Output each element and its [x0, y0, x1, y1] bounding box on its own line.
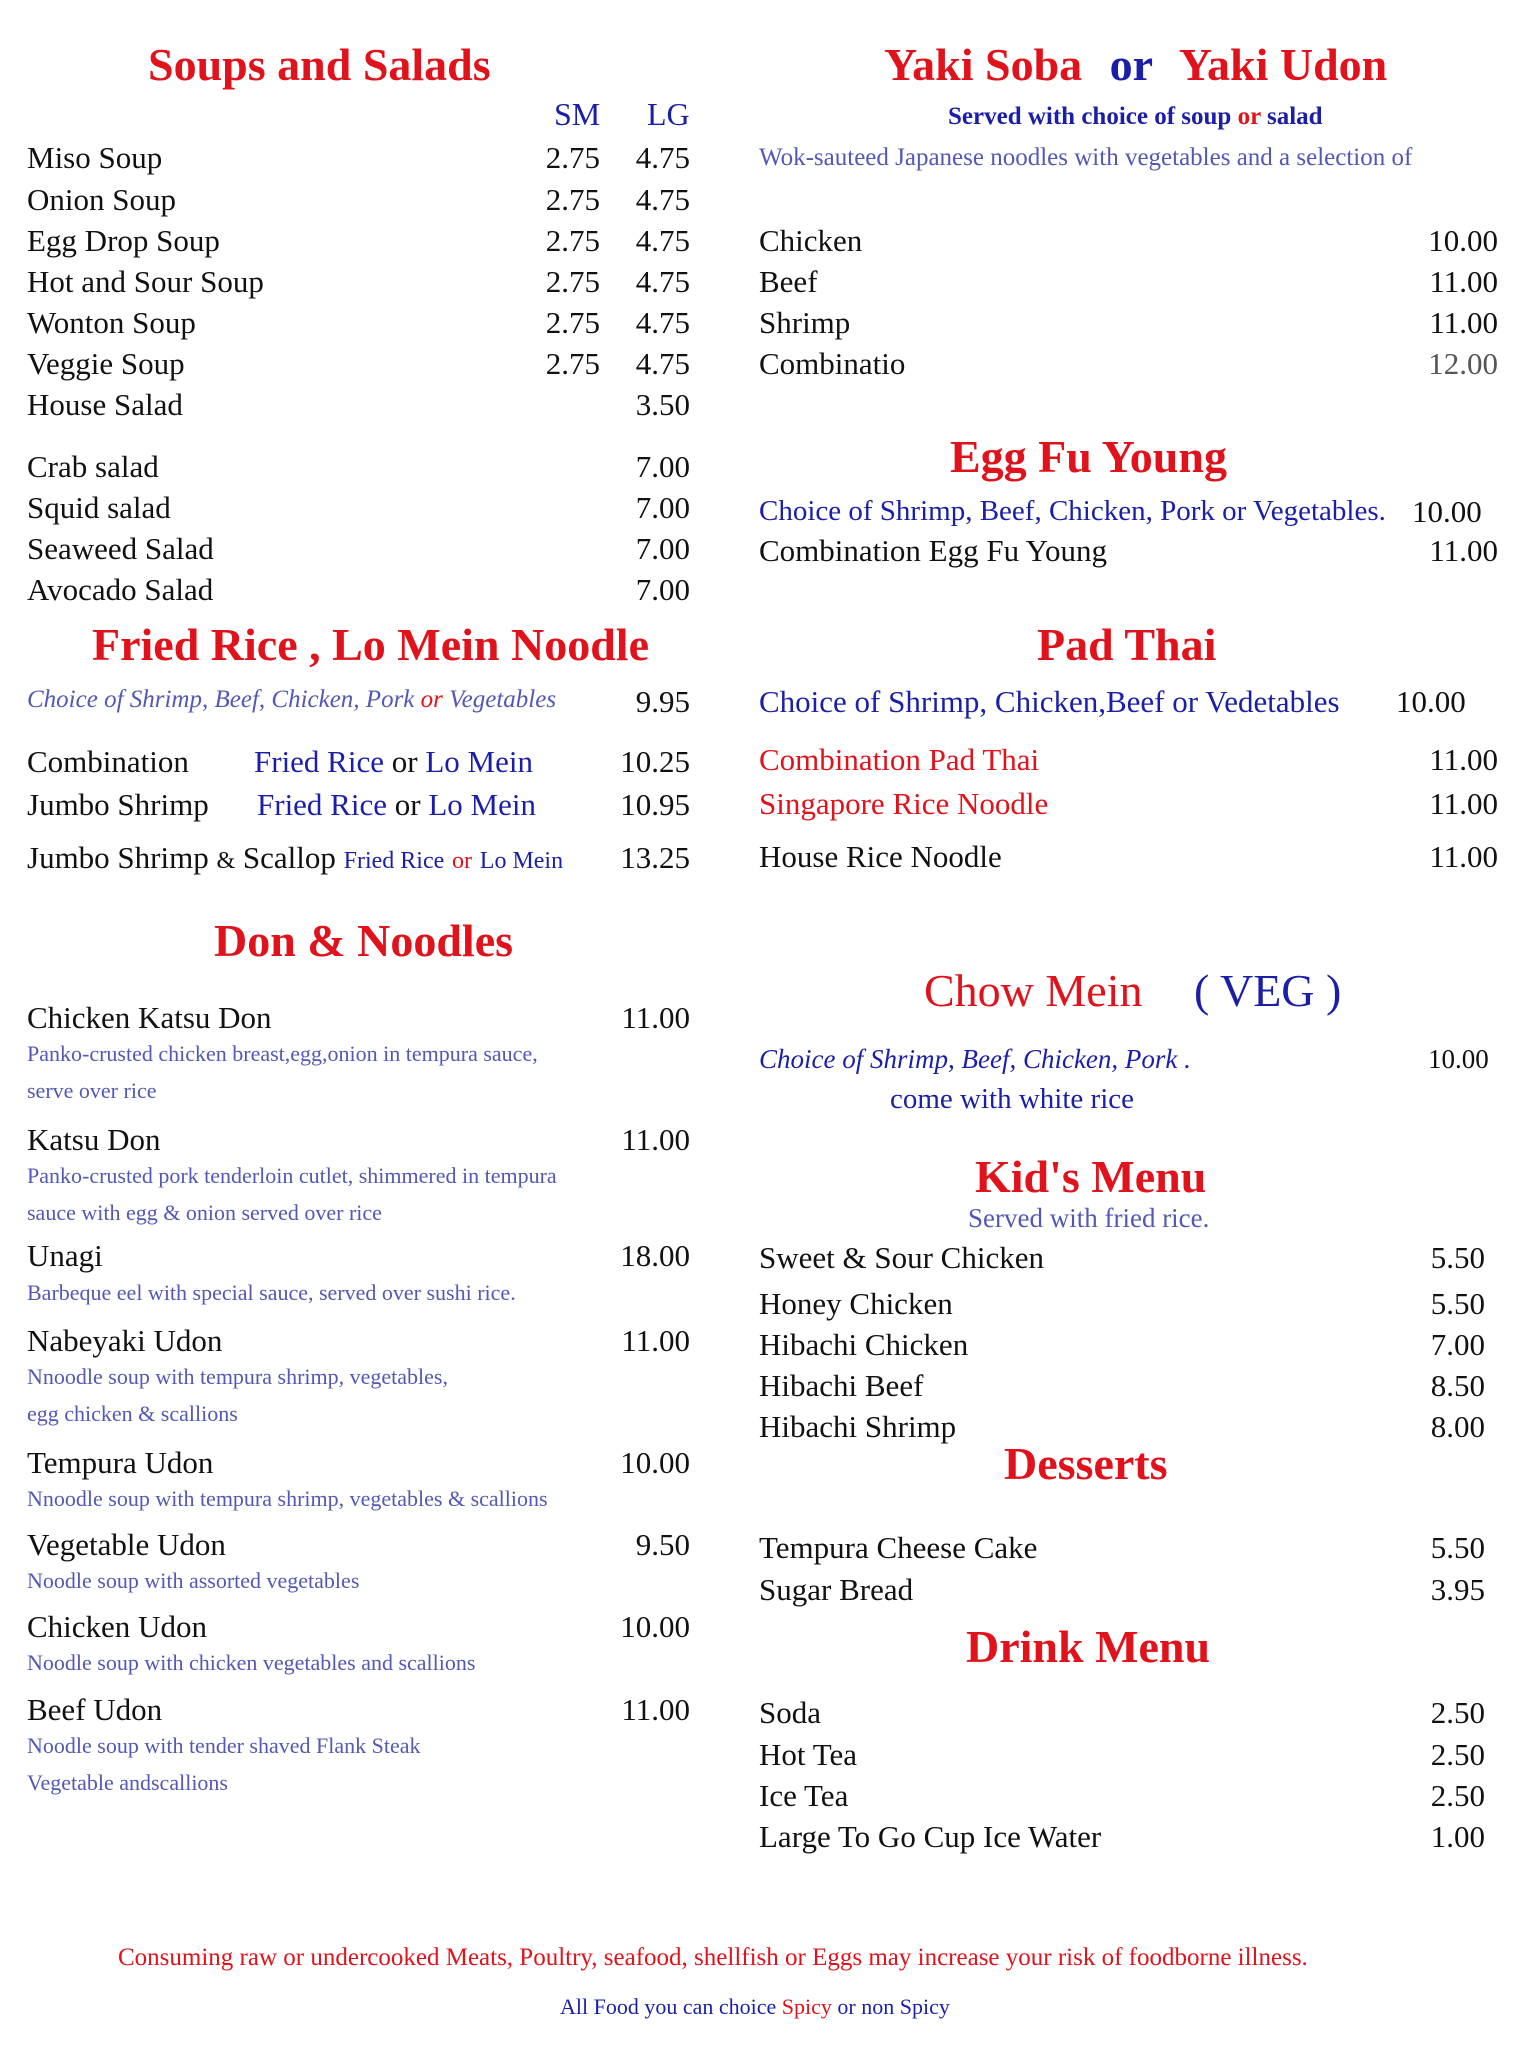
yaki-sub-soup: Served with choice of soup [948, 103, 1232, 130]
don-item-description: Panko-crusted pork tenderloin cutlet, shimmered in tempura [27, 1163, 557, 1188]
soup-salad-large-price: 4.75 [635, 346, 690, 381]
fried-rice-row-options [254, 744, 533, 780]
yaki-sub-salad: salad [1266, 103, 1323, 130]
soup-salad-large-price: 4.75 [635, 264, 690, 299]
don-item-description: Noodle soup with chicken vegetables and scallions [27, 1650, 476, 1675]
drink-item-price: 2.50 [1430, 1695, 1485, 1730]
soup-salad-small-price: 2.75 [545, 264, 600, 299]
kids-item-price: 8.00 [1430, 1409, 1485, 1444]
soup-salad-large-price: 4.75 [635, 140, 690, 175]
yaki-description: Wok-sauteed Japanese noodles with vegetables and a selection of [759, 144, 1413, 171]
don-item-name: Unagi [27, 1238, 103, 1273]
jumbo-shrimp-scallop-row [27, 840, 563, 876]
don-item-description: sauce with egg & onion served over rice [27, 1200, 382, 1225]
dessert-item-price: 3.95 [1430, 1572, 1485, 1607]
soup-salad-name: Crab salad [27, 449, 159, 484]
soup-salad-large-price: 7.00 [635, 572, 690, 607]
yaki-heading [884, 38, 1387, 91]
dessert-item-price: 5.50 [1430, 1530, 1485, 1565]
drink-item-name: Ice Tea [759, 1778, 849, 1813]
yaki-udon-title: Yaki Udon [1178, 39, 1388, 90]
pad-thai-item-price: 11.00 [1429, 786, 1498, 821]
don-item-description: Panko-crusted chicken breast,egg,onion in tempura sauce, [27, 1041, 538, 1066]
fried-rice-lo-mein-heading: Fried Rice , Lo Mein Noodle [92, 619, 650, 670]
soup-salad-large-price: 4.75 [635, 223, 690, 258]
don-item-price: 10.00 [620, 1609, 690, 1644]
spicy-note-prefix: All Food you can choice [560, 1994, 777, 2019]
don-item-price: 11.00 [621, 1323, 690, 1358]
soup-salad-small-price: 2.75 [545, 182, 600, 217]
pad-thai-item-price: 11.00 [1429, 742, 1498, 777]
scallop-lo-mein: Lo Mein [479, 848, 564, 874]
kids-item-price: 5.50 [1430, 1240, 1485, 1275]
drink-item-name: Large To Go Cup Ice Water [759, 1819, 1102, 1854]
spicy-note [560, 1994, 950, 2020]
yaki-item-price: 11.00 [1429, 264, 1498, 299]
kids-item-price: 5.50 [1430, 1286, 1485, 1321]
soup-salad-large-price: 4.75 [635, 305, 690, 340]
scallop-fried-rice: Fried Rice [343, 848, 445, 874]
egg-fu-young-choice-price: 10.00 [1412, 494, 1482, 529]
soup-salad-name: Seaweed Salad [27, 531, 214, 566]
don-item-description: Noodle soup with assorted vegetables [27, 1568, 360, 1593]
drink-item-price: 2.50 [1430, 1737, 1485, 1772]
food-safety-warning: Consuming raw or undercooked Meats, Poultry, seafood, shellfish or Eggs may increase your risk of foodborne illness. [118, 1944, 1308, 1971]
fried-rice-option: Fried Rice [254, 744, 384, 779]
chow-mein-note: come with white rice [890, 1083, 1134, 1115]
yaki-sub-or: or [1237, 103, 1261, 130]
fried-rice-choice-price: 9.95 [635, 684, 690, 719]
drink-item-name: Hot Tea [759, 1737, 857, 1772]
soup-salad-name: Wonton Soup [27, 305, 196, 340]
fried-rice-or: or [394, 787, 421, 822]
soup-salad-large-price: 4.75 [635, 182, 690, 217]
desserts-heading: Desserts [1004, 1438, 1168, 1489]
soup-salad-small-price: 2.75 [545, 140, 600, 175]
drink-item-price: 2.50 [1430, 1778, 1485, 1813]
don-item-price: 10.00 [620, 1445, 690, 1480]
fried-rice-choice-vegetables: Vegetables [449, 686, 557, 713]
fried-rice-row-price: 10.95 [620, 787, 690, 822]
fried-rice-row-name: Jumbo Shrimp [27, 787, 209, 822]
yaki-title-or: or [1109, 39, 1154, 90]
kids-item-name: Honey Chicken [759, 1286, 953, 1321]
soup-salad-small-price: 2.75 [545, 223, 600, 258]
kids-item-price: 7.00 [1430, 1327, 1485, 1362]
drink-menu-heading: Drink Menu [966, 1621, 1211, 1672]
yaki-item-name: Beef [759, 264, 818, 299]
lo-mein-option: Lo Mein [425, 744, 533, 779]
jumbo-shrimp-label: Jumbo Shrimp [27, 840, 209, 875]
scallop-label: Scallop [242, 840, 336, 875]
yaki-item-name: Combinatio [759, 346, 906, 381]
pad-thai-heading: Pad Thai [1037, 619, 1217, 670]
soup-salad-small-price: 2.75 [545, 305, 600, 340]
spicy-note-spicy: Spicy [781, 1994, 832, 2019]
don-item-name: Chicken Katsu Don [27, 1000, 272, 1035]
dessert-item-name: Sugar Bread [759, 1572, 914, 1607]
don-item-name: Katsu Don [27, 1122, 161, 1157]
don-item-price: 18.00 [620, 1238, 690, 1273]
fried-rice-choice-proteins: Choice of Shrimp, Beef, Chicken, Pork [27, 686, 415, 713]
don-item-description: serve over rice [27, 1078, 157, 1103]
soup-salad-large-price: 7.00 [635, 449, 690, 484]
don-item-description: Nnoodle soup with tempura shrimp, vegetables & scallions [27, 1486, 548, 1511]
soup-salad-name: Avocado Salad [27, 572, 214, 607]
combination-egg-fu-young: Combination Egg Fu Young [759, 533, 1107, 568]
don-item-price: 9.50 [635, 1527, 690, 1562]
don-item-description: Vegetable andscallions [27, 1770, 228, 1795]
kids-menu-heading: Kid's Menu [975, 1151, 1207, 1202]
fried-rice-row-price: 10.25 [620, 744, 690, 779]
lo-mein-option: Lo Mein [428, 787, 536, 822]
pad-thai-choice: Choice of Shrimp, Chicken,Beef or Vedetables [759, 684, 1340, 719]
yaki-soba-title: Yaki Soba [884, 39, 1083, 90]
yaki-item-name: Shrimp [759, 305, 851, 340]
kids-item-name: Sweet & Sour Chicken [759, 1240, 1044, 1275]
don-item-price: 11.00 [621, 1692, 690, 1727]
egg-fu-young-choice: Choice of Shrimp, Beef, Chicken, Pork or Vegetables. [759, 495, 1386, 527]
yaki-item-price: 12.00 [1428, 346, 1498, 381]
don-item-name: Vegetable Udon [27, 1527, 226, 1562]
pad-thai-choice-price: 10.00 [1396, 684, 1466, 719]
yaki-item-name: Chicken [759, 223, 863, 258]
egg-fu-young-heading: Egg Fu Young [950, 431, 1227, 482]
jumbo-shrimp-scallop-price: 13.25 [620, 840, 690, 875]
kids-menu-subtitle: Served with fried rice. [968, 1203, 1210, 1233]
spicy-note-suffix: or non Spicy [837, 1994, 950, 2019]
don-item-name: Tempura Udon [27, 1445, 214, 1480]
chow-mein-title: Chow Mein [924, 965, 1143, 1016]
chow-mein-choice: Choice of Shrimp, Beef, Chicken, Pork . [759, 1044, 1191, 1074]
yaki-item-price: 11.00 [1429, 305, 1498, 340]
don-item-name: Chicken Udon [27, 1609, 207, 1644]
soup-salad-name: Hot and Sour Soup [27, 264, 264, 299]
scallop-or: or [452, 848, 473, 874]
chow-mein-heading [924, 964, 1341, 1017]
soup-salad-name: Squid salad [27, 490, 171, 525]
soup-salad-large-price: 7.00 [635, 531, 690, 566]
pad-thai-item-price: 11.00 [1429, 839, 1498, 874]
kids-item-name: Hibachi Beef [759, 1368, 924, 1403]
don-item-name: Beef Udon [27, 1692, 163, 1727]
don-item-price: 11.00 [621, 1000, 690, 1035]
kids-item-name: Hibachi Shrimp [759, 1409, 957, 1444]
fried-rice-choice-or: or [420, 686, 443, 713]
dessert-item-name: Tempura Cheese Cake [759, 1530, 1038, 1565]
large-size-header: LG [647, 96, 690, 132]
veg-badge: ( VEG ) [1194, 965, 1342, 1016]
don-item-description: Nnoodle soup with tempura shrimp, vegetables, [27, 1364, 448, 1389]
kids-item-price: 8.50 [1430, 1368, 1485, 1403]
drink-item-price: 1.00 [1430, 1819, 1485, 1854]
combination-egg-fu-young-price: 11.00 [1429, 533, 1498, 568]
don-item-description: egg chicken & scallions [27, 1401, 238, 1426]
fried-rice-row-name: Combination [27, 744, 189, 779]
yaki-item-price: 10.00 [1428, 223, 1498, 258]
don-item-name: Nabeyaki Udon [27, 1323, 223, 1358]
kids-item-name: Hibachi Chicken [759, 1327, 969, 1362]
soup-salad-name: Miso Soup [27, 140, 163, 175]
drink-item-name: Soda [759, 1695, 821, 1730]
yaki-subtitle [948, 103, 1323, 131]
pad-thai-item-name: House Rice Noodle [759, 839, 1002, 874]
soups-salads-heading: Soups and Salads [148, 39, 491, 90]
ampersand: & [216, 848, 236, 874]
soup-salad-large-price: 3.50 [635, 387, 690, 422]
fried-rice-row-options [257, 787, 536, 823]
don-noodles-heading: Don & Noodles [214, 915, 514, 966]
fried-rice-option: Fried Rice [257, 787, 387, 822]
don-item-description: Barbeque eel with special sauce, served over sushi rice. [27, 1280, 516, 1305]
small-size-header: SM [554, 96, 601, 132]
soup-salad-large-price: 7.00 [635, 490, 690, 525]
fried-rice-choice-line [27, 686, 556, 714]
pad-thai-item-name: Singapore Rice Noodle [759, 786, 1049, 821]
don-item-description: Noodle soup with tender shaved Flank Steak [27, 1733, 421, 1758]
chow-mein-price: 10.00 [1428, 1044, 1489, 1074]
pad-thai-item-name: Combination Pad Thai [759, 742, 1040, 777]
soup-salad-name: Onion Soup [27, 182, 176, 217]
soup-salad-name: Egg Drop Soup [27, 223, 220, 258]
soup-salad-small-price: 2.75 [545, 346, 600, 381]
fried-rice-or: or [391, 744, 418, 779]
don-item-price: 11.00 [621, 1122, 690, 1157]
soup-salad-name: House Salad [27, 387, 183, 422]
soup-salad-name: Veggie Soup [27, 346, 185, 381]
